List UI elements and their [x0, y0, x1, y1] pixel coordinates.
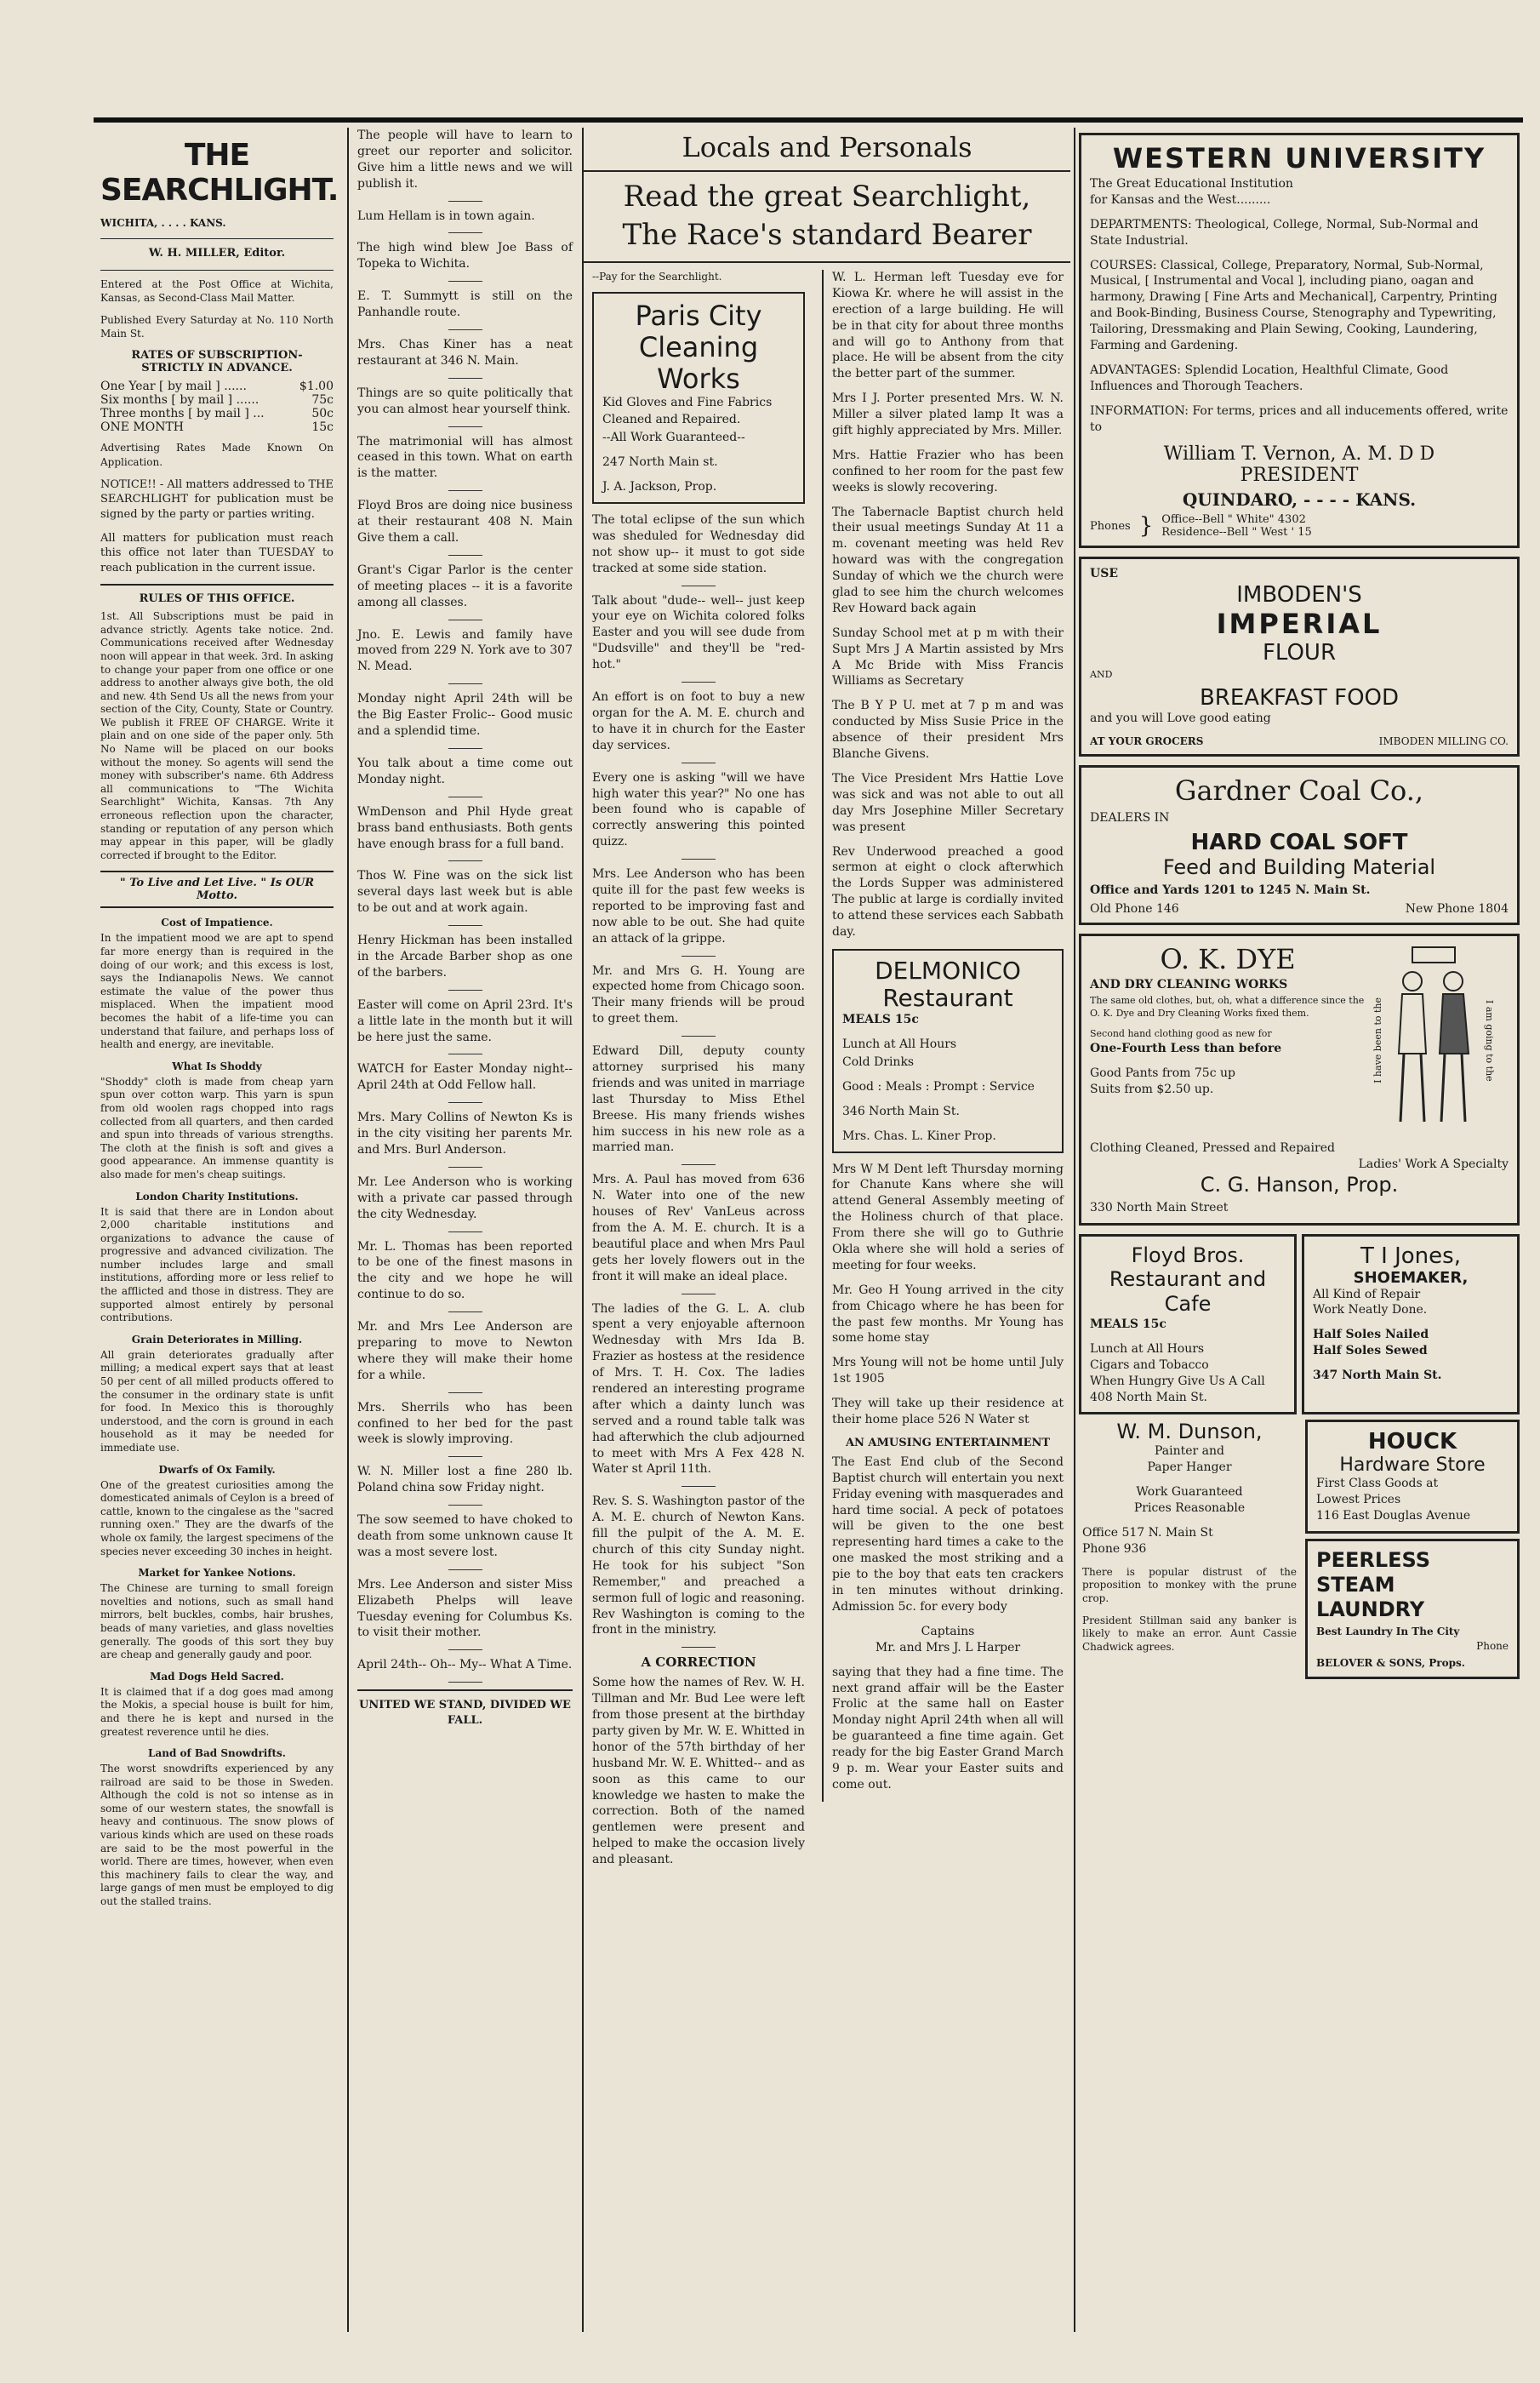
- entertainment-names: Mr. and Mrs J. L Harper: [875, 1640, 1021, 1654]
- item-body: The Chinese are turning to small foreign novelties and notions, such as small hand mirrors, belt buckles, combs, hair brushes, beads of many varieties, and glass novelties generally. The goods of this sort they buy are cheap and generally gaudy and poor.: [100, 1582, 334, 1661]
- item-body: All grain deteriorates gradually after milling; a medical expert says that at least 50 per cent of all milled products offered to the consumer in the ordinary state is unfit for food. In Mexico this is thoroughly understood, and the corn is ground in each household as it may be needed for immediate use.: [100, 1348, 334, 1454]
- masthead-place: WICHITA, . . . . KANS.: [100, 217, 226, 229]
- column-locals: [582, 128, 1070, 2332]
- brief-separator: [448, 1569, 482, 1570]
- brief: Talk about "dude-- well-- just keep your eye on Wichita colored folks Easter and you will see dude from "Dudsville" and they'll be "red-hot.": [592, 593, 805, 672]
- western-departments: DEPARTMENTS: Theological, College, Normal, Sub-Normal and State Industrial.: [1090, 217, 1479, 248]
- dunson-line: Paper Hanger: [1147, 1460, 1232, 1475]
- gardner-coal-ad: [1079, 765, 1520, 925]
- item-body: In the impatient mood we are apt to spend far more energy than is required in the doing of our work; and this excess is lost, says the Indianapolis News. We cannot estimate the value of the power thus misplaced. When the impatient mood becomes the habit of a life-time you can understand that failure, and perhaps loss of health and energy, are inevitable.: [100, 932, 334, 1051]
- gardner-coal: HARD COAL SOFT: [1190, 829, 1408, 855]
- phones-label: Phones: [1090, 519, 1131, 533]
- okdye-clothing: Clothing Cleaned, Pressed and Repaired: [1090, 1140, 1335, 1155]
- column-briefs: [347, 128, 581, 2332]
- entertainment-title: AN AMUSING ENTERTAINMENT: [845, 1436, 1051, 1449]
- peerless-line: Best Laundry In The City: [1316, 1626, 1460, 1638]
- brief: Mr. L. Thomas has been reported to be one of the finest masons in the city and we hope he will continue to do so.: [357, 1239, 573, 1302]
- phones-list: [1161, 513, 1312, 539]
- imboden-grocers: AT YOUR GROCERS: [1090, 735, 1204, 748]
- imboden-footer: [1090, 735, 1509, 747]
- jones-address: 347 North Main St.: [1313, 1369, 1442, 1383]
- item-body: One of the greatest curiosities among the domesticated animals of Ceylon is a breed of cattle, known to the cingalese as the "sacred running oxen." They are the dwarfs of the whole ox family, the largest specimens of the species never exceeding 30 inches in height.: [100, 1478, 334, 1557]
- rates-list: [100, 380, 334, 434]
- brief: Grant's Cigar Parlor is the center of meeting places -- it is a favorite among all classes.: [357, 563, 573, 609]
- jones-sewed: Half Soles Sewed: [1313, 1344, 1428, 1358]
- briefs-list: [357, 128, 573, 1683]
- brief-separator: [448, 281, 482, 282]
- western-advantages: ADVANTAGES: Splendid Location, Healthful Climate, Good Influences and Thorough Teachers.: [1090, 363, 1449, 393]
- gardner-office: Office and Yards 1201 to 1245 N. Main St.: [1090, 883, 1371, 897]
- phone-residence: Residence--Bell " West ' 15: [1161, 526, 1312, 540]
- houck-ad: [1305, 1420, 1520, 1534]
- rate-row: [100, 393, 334, 407]
- brief: Mr. Geo H Young arrived in the city from Chicago where he has been for the past few months. Mr Young has some home stay: [832, 1283, 1064, 1346]
- brief: Monday night April 24th will be the Big Easter Frolic-- Good music and a splendid time.: [357, 692, 573, 739]
- men-illustration-icon: [1387, 943, 1480, 1139]
- western-university-ad: [1079, 133, 1520, 548]
- brief: April 24th-- Oh-- My-- What A Time.: [357, 1658, 573, 1672]
- masthead-published: Published Every Saturday at No. 110 North Main St.: [100, 314, 334, 340]
- item-title: Dwarfs of Ox Family.: [158, 1463, 276, 1476]
- western-president-name: William T. Vernon, A. M. D D: [1163, 443, 1435, 466]
- rate-price: 15c: [311, 420, 334, 435]
- okdye-illustration: [1372, 943, 1509, 1139]
- houck-address: 116 East Douglas Avenue: [1316, 1509, 1471, 1523]
- brief: They will take up their residence at their home place 526 N Water st: [832, 1397, 1064, 1427]
- small-ads-row: [1079, 1420, 1520, 1679]
- rate-price: 50c: [311, 407, 334, 421]
- okdye-suits: Suits from $2.50 up.: [1090, 1083, 1214, 1097]
- brief-separator: [682, 956, 716, 957]
- floyd-lunch: Lunch at All Hours: [1090, 1341, 1205, 1356]
- item-body: The worst snowdrifts experienced by any railroad are said to be those in Sweden. Although the cold is not so intense as in some of our western states, the snowfall is heavy and continuous. The snow plows of various kinds which are used on these roads are said to be the most powerful in the world. There are times, however, when even this machinery fails to clear the way, and large gangs of men must be employed to dig out the stalled trains.: [100, 1763, 334, 1908]
- brief: The high wind blew Joe Bass of Topeka to Wichita.: [357, 241, 573, 271]
- western-place: QUINDARO, - - - - KANS.: [1182, 489, 1417, 511]
- entertainment-captains: Captains: [921, 1624, 975, 1638]
- okdye-side-right: I am going to the: [1484, 1000, 1495, 1082]
- jones-nailed: Half Soles Nailed: [1313, 1328, 1429, 1342]
- notice: NOTICE!! - All matters addressed to THE SEARCHLIGHT for publication must be signed by the party or parties writing.: [100, 477, 334, 521]
- brief-separator: [448, 925, 482, 926]
- delmonico-title: DELMONICO Restaurant: [875, 956, 1021, 1013]
- imboden-use: USE: [1090, 567, 1118, 581]
- brief-separator: [448, 1649, 482, 1650]
- deadline-note: All matters for publication must reach this office not later than TUESDAY to reach publication in the current issue.: [100, 531, 334, 574]
- dunson-title: W. M. Dunson,: [1116, 1420, 1263, 1444]
- note: There is popular distrust of the proposition to monkey with the prune crop.: [1082, 1565, 1297, 1604]
- gardner-title: Gardner Coal Co.,: [1174, 774, 1424, 808]
- okdye-ladies: Ladies' Work A Specialty: [1358, 1157, 1509, 1171]
- paris-line: Kid Gloves and Fine Fabrics: [602, 395, 773, 409]
- brief-separator: [682, 1164, 716, 1165]
- gardner-new-phone: New Phone 1804: [1405, 901, 1509, 916]
- brief-separator: [448, 378, 482, 379]
- imboden-line: BREAKFAST FOOD: [1199, 685, 1400, 711]
- houck-line: First Class Goods at: [1316, 1477, 1439, 1491]
- small-ads-row: [1079, 1234, 1520, 1415]
- delmonico-prop: Mrs. Chas. L. Kiner Prop.: [842, 1129, 996, 1143]
- masthead-title: THE SEARCHLIGHT.: [100, 138, 339, 208]
- brief-separator: [448, 1167, 482, 1168]
- gardner-dealers: DEALERS IN: [1090, 811, 1170, 826]
- rules-text: 1st. All Subscriptions must be paid in advance strictly. Agents take notice. 2nd. Communications received after Wednesday noon will appear in that week. 3rd. In asking to change your paper from one office or one address to another always give both, the old and new. 4th Send Us all the news from your section of the City, County, State or Country. We publish it FREE OF CHARGE. Write it plain and on one side of the paper only. 5th No Name will be placed on our books without the money. So agents will send the money with subscriber's name. 6th Address all communications to "The Wichita Searchlight" Wichita, Kansas. 7th Any erroneous reflection upon the character, standing or reputation of any person which may appear in this paper, will be gladly corrected if brought to the Editor.: [100, 610, 334, 861]
- jones-title: T I Jones,: [1360, 1243, 1461, 1269]
- top-rule: [94, 117, 1523, 123]
- col1-items: [100, 917, 334, 1908]
- imboden-line: FLOUR: [1262, 640, 1337, 666]
- brief-separator: [448, 201, 482, 202]
- brief: The sow seemed to have choked to death from some unknown cause It was a most severe lost.: [357, 1513, 573, 1559]
- floyd-title: Floyd Bros. Restaurant and Cafe: [1109, 1243, 1267, 1317]
- brief: The Vice President Mrs Hattie Love was sick and was not able to out all day Mrs Josephine Miller Secretary was present: [832, 771, 1064, 834]
- floyd-bros-ad: [1079, 1234, 1297, 1415]
- brief-separator: [448, 990, 482, 991]
- divider: [584, 170, 1070, 172]
- brief-separator: [448, 1456, 482, 1457]
- brief: --Pay for the Searchlight.: [592, 271, 722, 283]
- okdye-side-left: I have been to the: [1372, 997, 1383, 1084]
- imboden-ad: [1079, 557, 1520, 757]
- masthead-entered: Entered at the Post Office at Wichita, Kansas, as Second-Class Mail Matter.: [100, 277, 334, 304]
- western-tagline: The Great Educational Institution: [1090, 177, 1293, 191]
- rate-label: ONE MONTH: [100, 420, 185, 435]
- brief: The Tabernacle Baptist church held their usual meetings Sunday At 11 a m. covenant meeting was held Rev howard was with the congregation Sunday of which we the church were glad to see him the church welcomes Rev Howard back again: [832, 505, 1064, 615]
- item-title: What Is Shoddy: [172, 1060, 262, 1072]
- delmonico-ad: [832, 949, 1064, 1153]
- houck-sub: Hardware Store: [1339, 1454, 1486, 1477]
- brief: Mrs Young will not be home until July 1st 1905: [832, 1356, 1064, 1386]
- brief: Mrs W M Dent left Thursday morning for Chanute Kans where she will attend General Assembly meeting of the Holiness church of that place. From there she will go to Guthrie Okla where she will hold a series of meeting for four weeks.: [832, 1162, 1064, 1272]
- divider: [584, 261, 1070, 263]
- rate-row: [100, 420, 334, 434]
- paris-city-ad: [592, 292, 805, 504]
- divider: [100, 238, 334, 239]
- rate-row: [100, 380, 334, 393]
- jones-line: All Kind of Repair: [1313, 1287, 1421, 1301]
- brief-separator: [448, 426, 482, 427]
- rate-label: One Year [ by mail ] ......: [100, 380, 247, 394]
- brief: An effort is on foot to buy a new organ for the A. M. E. church and to have it in church for the Easter day services.: [592, 690, 805, 752]
- peerless-props: BELOVER & SONS, Props.: [1316, 1656, 1465, 1669]
- okdye-title: O. K. DYE: [1160, 942, 1296, 975]
- rules-title: RULES OF THIS OFFICE.: [139, 592, 295, 606]
- item-title: Grain Deteriorates in Milling.: [131, 1333, 303, 1346]
- brief-separator: [448, 860, 482, 861]
- floyd-meals: MEALS 15c: [1090, 1317, 1166, 1331]
- item-body: "Shoddy" cloth is made from cheap yarn spun over cotton warp. This yarn is spun from old woolen rags chopped into rags collected from all quarters, and then carded and spun into threads of various strengths. The cloth at the finish is soft and gives a good appearance. An immense quantity is also made for men's cheap suitings.: [100, 1075, 334, 1180]
- gardner-phones: [1090, 902, 1509, 916]
- brief: Lum Hellam is in town again.: [357, 209, 535, 223]
- brief: Mrs. A. Paul has moved from 636 N. Water into one of the new houses of Rev' VanLeus across from the A. M. E. church. It is a beautiful place and when Mrs Paul gets her lovely flowers out in the front it will make an ideal place.: [592, 1173, 805, 1283]
- rate-label: Three months [ by mail ] ...: [100, 407, 265, 421]
- okdye-pants: Good Pants from 75c up: [1090, 1066, 1235, 1081]
- rate-price: 75c: [311, 393, 334, 408]
- brief-separator: [448, 748, 482, 749]
- brief: Jno. E. Lewis and family have moved from 229 N. York ave to 307 N. Mead.: [357, 627, 573, 674]
- item-title: Market for Yankee Notions.: [138, 1567, 296, 1580]
- masthead-editor: W. H. MILLER, Editor.: [148, 247, 286, 260]
- brief-separator: [448, 329, 482, 330]
- brief: E. T. Summytt is still on the Panhandle route.: [357, 289, 573, 320]
- imboden-and: AND: [1090, 669, 1113, 681]
- western-phones: [1090, 513, 1509, 539]
- dunson-line: Painter and: [1154, 1444, 1224, 1459]
- imboden-line: IMBODEN'S: [1236, 582, 1362, 609]
- brief: Floyd Bros are doing nice business at their restaurant 408 N. Main Give them a call.: [357, 499, 573, 546]
- brief-separator: [448, 683, 482, 684]
- okdye-top: [1090, 943, 1509, 1139]
- gardner-old-phone: Old Phone 146: [1090, 901, 1179, 916]
- locals-left-list: [592, 512, 805, 1648]
- brief: Rev Underwood preached a good sermon at eight o clock afterwhich the Lords Supper was administered The public at large is cordially invited to attend these services each Sabbath day.: [832, 844, 1064, 939]
- item-title: London Charity Institutions.: [135, 1190, 299, 1203]
- brief-separator: [448, 1102, 482, 1103]
- item-body: It is claimed that if a dog goes mad among the Mokis, a special house is built for him, and there he is kept and nursed in the greatest reverence until he dies.: [100, 1685, 334, 1738]
- houck-line: Lowest Prices: [1316, 1493, 1401, 1507]
- jones-line: Work Neatly Done.: [1313, 1303, 1428, 1317]
- brief-separator: [448, 232, 482, 233]
- brief: Mr. Lee Anderson who is working with a private car passed through the city Wednesday.: [357, 1174, 573, 1221]
- column-masthead: [94, 128, 340, 2332]
- brief: Mrs. Mary Collins of Newton Ks is in the city visiting her parents Mr. and Mrs. Burl Anderson.: [357, 1111, 573, 1157]
- delmonico-drinks: Cold Drinks: [842, 1055, 915, 1069]
- brief-separator: [448, 1682, 482, 1683]
- note: President Stillman said any banker is likely to make an error. Aunt Cassie Chadwick agrees.: [1082, 1614, 1297, 1653]
- correction-title: A CORRECTION: [641, 1654, 756, 1671]
- divider: [100, 270, 334, 271]
- brief: Edward Dill, deputy county attorney surprised his many friends and was united in marriage last Thursday to Miss Ethel Breese. His many friends wishes him success in his new role as a married man.: [592, 1044, 805, 1155]
- delmonico-meals: MEALS 15c: [842, 1013, 919, 1027]
- western-president-role: PRESIDENT: [1240, 465, 1359, 487]
- paris-title: Paris City Cleaning Works: [635, 300, 762, 395]
- okdye-less: One-Fourth Less than before: [1090, 1042, 1282, 1056]
- rates-title: RATES OF SUBSCRIPTION- STRICTLY IN ADVANCE.: [131, 349, 303, 375]
- western-tagline: for Kansas and the West.........: [1090, 192, 1271, 207]
- brief: Henry Hickman has been installed in the Arcade Barber shop as one of the barbers.: [357, 934, 573, 980]
- dunson-line: Prices Reasonable: [1133, 1501, 1246, 1516]
- floyd-cigars: Cigars and Tobacco: [1090, 1357, 1209, 1372]
- brief: Every one is asking "will we have high water this year?" No one has been found who is capable of correctly answering this pointed quizz.: [592, 770, 805, 849]
- column-ads: [1074, 128, 1523, 2332]
- right-ads: [1305, 1420, 1520, 1679]
- peerless-ad: [1305, 1539, 1520, 1679]
- delmonico-address: 346 North Main St.: [842, 1104, 960, 1118]
- divider: [357, 1689, 573, 1691]
- imboden-line: and you will Love good eating: [1090, 711, 1271, 726]
- paris-prop: J. A. Jackson, Prop.: [602, 480, 717, 494]
- delmonico-motto: Good : Meals : Prompt : Service: [842, 1079, 1035, 1094]
- motto: " To Live and Let Live. " Is OUR Motto.: [100, 871, 334, 908]
- rate-price: $1.00: [299, 380, 334, 394]
- okdye-address: 330 North Main Street: [1090, 1200, 1229, 1214]
- item-title: Cost of Impatience.: [161, 917, 273, 929]
- paris-line: --All Work Guaranteed--: [602, 431, 745, 445]
- ok-dye-ad: [1079, 934, 1520, 1226]
- divider: [100, 584, 334, 586]
- brief: The ladies of the G. L. A. club spent a very enjoyable afternoon Wednesday with Mrs Ida B. Frazier as hostess at the residence of Mrs. T. H. Cox. The ladies rendered an interesting programe after which a dainty lunch was served and a round table talk was had afterwhich the club adjourned to meet with Mrs A Fex 428 N. Water st April 11th.: [592, 1301, 805, 1477]
- western-title: WESTERN UNIVERSITY: [1112, 142, 1486, 174]
- brief-separator: [682, 1486, 716, 1487]
- item-title: Mad Dogs Held Sacred.: [150, 1670, 284, 1683]
- brief-separator: [682, 682, 716, 683]
- brief: The B Y P U. met at 7 p m and was conducted by Miss Susie Price in the absence of their president Mrs Blanche Givens.: [832, 699, 1064, 762]
- entertainment-body: The East End club of the Second Baptist church will entertain you next Friday evening with masquerades and hard time social. A peck of potatoes will be given to the one best representing hard times a cake to the one masked the most striking and a pie to the boy that eats ten crackers in ten minutes without drinking. Admission 5c. for every body: [832, 1454, 1064, 1614]
- brief-separator: [682, 859, 716, 860]
- brief: Mr. and Mrs G. H. Young are expected home from Chicago soon. Their many friends will be proud to greet them.: [592, 963, 805, 1026]
- correction-body: Some how the names of Rev. W. H. Tillman and Mr. Bud Lee were left from those present at the birthday party given by Mr. W. E. Whitted in honor of the 57th birthday of her husband Mr. W. E. Whitted-- and as soon as this came to our knowledge we hasten to make the correction. Both of the named gentlemen were present and helped to make the occasion lively and pleasant.: [592, 1676, 805, 1867]
- brief-separator: [448, 490, 482, 491]
- rate-label: Six months [ by mail ] ......: [100, 393, 260, 408]
- brief: W. N. Miller lost a fine 280 lb. Poland china sow Friday night.: [357, 1465, 573, 1495]
- houck-title: HOUCK: [1367, 1429, 1457, 1455]
- dunson-office: Office 517 N. Main St: [1082, 1525, 1213, 1540]
- floyd-hungry: When Hungry Give Us A Call: [1090, 1374, 1265, 1388]
- brief-separator: [448, 555, 482, 556]
- paris-line: Cleaned and Repaired.: [602, 413, 741, 427]
- jones-role: SHOEMAKER,: [1353, 1268, 1469, 1287]
- brief-separator: [682, 1647, 716, 1648]
- okdye-text: [1090, 943, 1366, 1139]
- brief: Thos W. Fine was on the sick list several days last week but is able to be out and at work again.: [357, 869, 573, 916]
- entertainment-easter: saying that they had a fine time. The next grand affair will be the Easter Frolic at the same hall on Easter Monday night April 24th when all will be guaranteed a fine time again. Get ready for the big Easter Grand March 9 p. m. Wear your Easter suits and come out.: [832, 1665, 1064, 1792]
- brief: The matrimonial will has almost ceased in this town. What on earth is the matter.: [357, 434, 573, 481]
- brief: Mrs. Sherrils who has been confined to her bed for the past week is slowly improving.: [357, 1400, 573, 1447]
- brace-icon: }: [1138, 513, 1154, 540]
- delmonico-lunch: Lunch at All Hours: [842, 1037, 957, 1052]
- brief: WATCH for Easter Monday night-- April 24th at Odd Fellow hall.: [357, 1062, 573, 1093]
- brief: Mrs. Lee Anderson who has been quite ill for the past few weeks is reported to be improving fast and now able to be out. She had quite an attack of la grippe.: [592, 867, 805, 946]
- brief: Easter will come on April 23rd. It's a little late in the month but it will be here just the same.: [357, 997, 573, 1044]
- brief-separator: [682, 1036, 716, 1037]
- brief: The people will have to learn to greet our reporter and solicitor. Give him a little news and we will publish it.: [357, 129, 573, 191]
- dunson-block: [1079, 1420, 1300, 1679]
- item-body: It is said that there are in London about 2,000 charitable institutions and organizations to advance the cause of progressive and advanced civilization. The number includes large and small institutions, affording more or less relief to the afflicted and those in distress. They are supported almost entirely by personal contributions.: [100, 1205, 334, 1324]
- brief: The total eclipse of the sun which was sheduled for Wednesday did not show up-- it must to got side tracked at some side station.: [592, 513, 805, 575]
- brief: Rev. S. S. Washington pastor of the A. M. E. church of Newton Kans. fill the pulpit of the A. M. E. church of this city Sunday night. He took for his subject "Son Remember," and preached a sermon full of logic and reasoning. Rev Washington is coming to the front in the ministry.: [592, 1494, 805, 1637]
- paris-address: 247 North Main st.: [602, 455, 718, 470]
- locals-subheading-1: Read the great Searchlight,: [623, 180, 1031, 214]
- brief: W. L. Herman left Tuesday eve for Kiowa Kr. where he will assist in the erection of a large building. He will be in that city for about three months and will go to Anthony from that place. He will be absent from the city the better part of the summer.: [832, 271, 1064, 381]
- peerless-phone: Phone: [1476, 1639, 1509, 1652]
- imboden-company: IMBODEN MILLING CO.: [1378, 735, 1509, 748]
- locals-subheading-2: The Race's standard Bearer: [622, 217, 1032, 252]
- okdye-second: Second hand clothing good as new for: [1090, 1028, 1272, 1040]
- brief: Things are so quite politically that you can almost hear yourself think.: [357, 386, 573, 416]
- brief: Mrs. Chas Kiner has a neat restaurant at 346 N. Main.: [357, 338, 573, 368]
- brief: Mrs I J. Porter presented Mrs. W. N. Miller a silver plated lamp It was a gift highly appreciated by Mrs. Miller.: [832, 391, 1064, 438]
- locals-heading: Locals and Personals: [682, 131, 972, 163]
- phone-office: Office--Bell " White" 4302: [1161, 513, 1306, 527]
- brief: You talk about a time come out Monday night.: [357, 756, 573, 786]
- okdye-body: The same old clothes, but, oh, what a difference since the O. K. Dye and Dry Cleaning Works fixed them.: [1090, 994, 1365, 1019]
- dunson-phone: Phone 936: [1082, 1541, 1147, 1556]
- locals-left-column: [584, 270, 813, 1877]
- western-courses: COURSES: Classical, College, Preparatory, Normal, Sub-Normal, Musical, [ Instrumental and Vocal ], including piano, oagan and harmony, Drawing [ Fine Arts and Mechanical], Carpentry, Printing and Book-Binding, Business Course, Stenography and Typewriting, Tailoring, Dressmaking and Plain Sewing, Cooking, Laundering, Farming and Gardening.: [1090, 258, 1497, 353]
- jones-ad: [1302, 1234, 1520, 1415]
- advertising-note: Advertising Rates Made Known On Application.: [100, 442, 334, 468]
- locals-right-column: [822, 270, 1070, 1802]
- peerless-title: PEERLESS STEAM LAUNDRY: [1316, 1548, 1431, 1621]
- brief: Mrs. Lee Anderson and sister Miss Elizabeth Phelps will leave Tuesday evening for Columbus Ks. to visit their mother.: [357, 1577, 573, 1640]
- brief-separator: [448, 1392, 482, 1393]
- brief: Sunday School met at p m with their Supt Mrs J A Martin assisted by Mrs A Mc Bride with Miss Francis Williams as Secretary: [832, 626, 1064, 689]
- brief: Mr. and Mrs Lee Anderson are preparing to move to Newton where they will make their home for a while.: [357, 1320, 573, 1382]
- okdye-prop: C. G. Hanson, Prop.: [1200, 1172, 1399, 1197]
- brief-separator: [448, 1505, 482, 1506]
- brief: WmDenson and Phil Hyde great brass band enthusiasts. Both gents have enough brass for a full band.: [357, 804, 573, 851]
- western-information: INFORMATION: For terms, prices and all inducements offered, write to: [1090, 403, 1509, 434]
- item-title: Land of Bad Snowdrifts.: [148, 1747, 286, 1760]
- col2-footer: UNITED WE STAND, DIVIDED WE FALL.: [359, 1699, 571, 1727]
- dunson-line: Work Guaranteed: [1136, 1485, 1243, 1500]
- imboden-line: IMPERIAL: [1216, 608, 1383, 641]
- floyd-address: 408 North Main St.: [1090, 1390, 1207, 1404]
- okdye-sub: AND DRY CLEANING WORKS: [1090, 977, 1288, 991]
- gardner-line: Feed and Building Material: [1162, 854, 1436, 879]
- rate-row: [100, 407, 334, 420]
- brief: Mrs. Hattie Frazier who has been confined to her room for the past few weeks is slowly recovering.: [832, 448, 1064, 494]
